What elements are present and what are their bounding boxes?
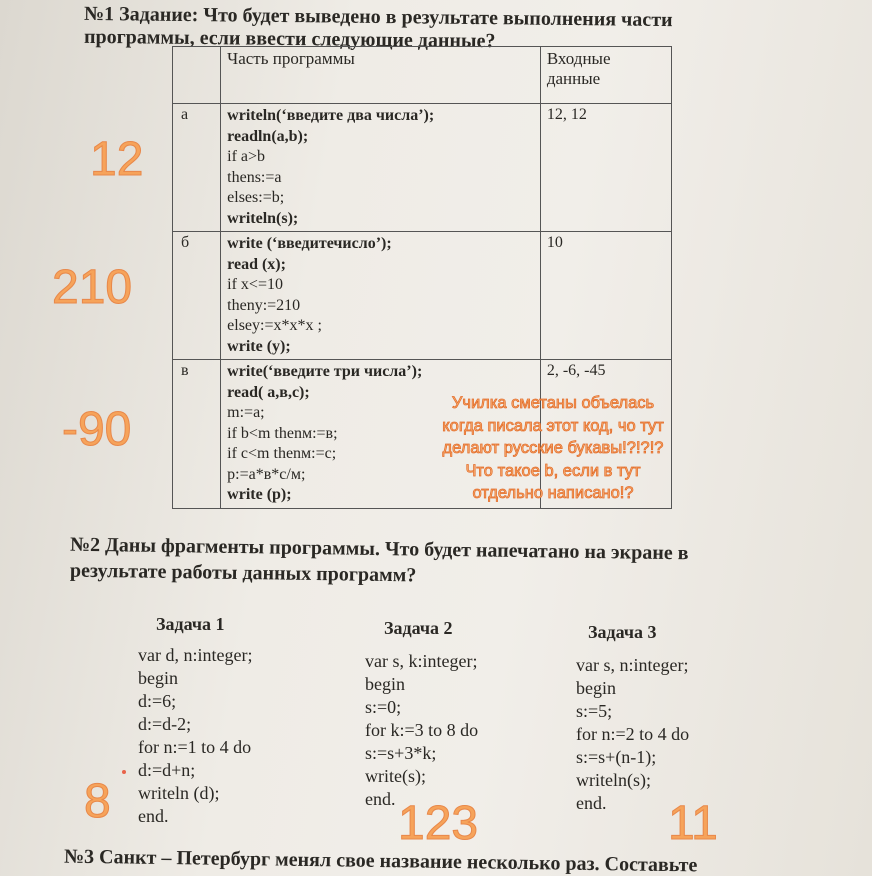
column-header-input: Входные данные [540,47,671,104]
code-line: write(s); [365,766,426,786]
handwritten-answer-b: 210 [52,261,133,314]
code-line: if c<m thenм:=c; [227,445,337,462]
handwritten-answer-task2: 123 [398,797,479,850]
code-line: read( a,в,c); [227,383,310,401]
code-line: write (y); [227,337,291,355]
code-line: begin [138,668,178,688]
code-line: d:=d-2; [138,714,192,734]
code-line: for n:=2 to 4 do [576,724,690,744]
code-line: thens:=a [227,168,282,186]
task-code-2 [365,650,478,811]
task2-heading-line1: №2 Даны фрагменты программы. Что будет напечатано на экране в [69,533,689,565]
handwritten-answer-c: -90 [62,403,132,456]
code-line: begin [365,674,405,694]
code-line: m:=a; [227,404,265,421]
column-header-program: Часть программы [221,47,541,104]
handwritten-answer-task3: 11 [668,797,718,850]
code-line: p:=a*в*c/м; [227,465,306,483]
code-line: end. [365,789,396,809]
task-title-2: Задача 2 [384,618,453,638]
code-line: begin [576,678,616,698]
ink-dot [122,770,126,774]
task1-heading-line1: №1 Задание: Что будет выведено в результате выполнения части [83,2,673,32]
code-line: s:=0; [365,697,402,717]
code-cell [221,104,541,232]
code-line: write (p); [227,486,292,503]
code-line: if b<m thenм:=в; [227,424,338,442]
code-line: var s, k:integer; [365,651,478,671]
code-line: var s, n:integer; [576,655,689,675]
code-line: s:=s+3*k; [365,743,437,763]
code-line: writeln(s); [576,770,651,790]
task2-heading-line2: результате работы данных программ? [69,559,417,587]
handwritten-answer-task1: 8 [84,775,111,828]
task1-heading-line2: программы, если ввести следующие данные? [83,25,496,53]
code-line: theny:=210 [227,296,301,314]
task-title-3: Задача 3 [588,622,657,642]
code-line: for k:=3 to 8 do [365,720,479,740]
code-line: for n:=1 to 4 do [138,737,252,757]
code-line: end. [576,793,607,813]
code-line: write(‘введите три числа’); [227,363,423,380]
code-line: var d, n:integer; [138,645,253,665]
task-title-1: Задача 1 [156,614,225,634]
code-line: elsey:=x*x*x ; [227,317,322,334]
code-line: writeln(‘введите два числа’); [227,107,435,124]
task3-heading: №3 Санкт – Петербург менял свое название несколько раз. Составьте [63,845,698,876]
code-line: elses:=b; [227,189,285,206]
code-line: if x<=10 [227,276,283,293]
code-line: end. [138,806,169,826]
code-line: s:=5; [576,701,613,721]
code-line: s:=s+(n-1); [576,747,657,767]
code-line: write (‘введитечисло’); [227,235,392,252]
code-line: d:=6; [138,691,177,711]
input-cell: 10 [540,232,671,360]
code-line: read (x); [227,255,286,273]
table-row [173,232,672,360]
annotation-comment: Училка сметаны объелась когда писала этот код, чо тут делают русские букавы!?!?!? Что такое b, если в тут отдельно написано!? [442,394,664,502]
code-line: writeln(s); [227,209,299,227]
input-cell: 2, -6, -45 [540,360,671,509]
input-cell: 12, 12 [540,104,671,232]
table-row [173,104,672,232]
row-letter: б [173,232,221,360]
code-line: d:=d+n; [138,760,196,780]
row-letter: а [173,104,221,232]
task-code-3 [576,654,689,815]
code-line: writeln (d); [138,783,220,803]
code-line: if a>b [227,148,266,165]
handwritten-answer-a: 12 [90,133,144,186]
task-code-1 [138,644,252,828]
table-header-row [173,47,672,104]
code-cell [221,232,541,360]
row-letter: в [173,360,221,509]
code-line: readln(a,b); [227,127,309,145]
